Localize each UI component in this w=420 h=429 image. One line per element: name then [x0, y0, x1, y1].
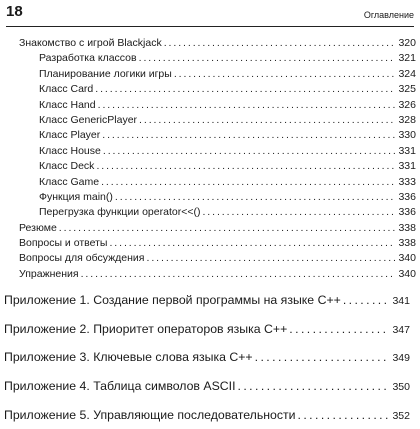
- toc-entry-page: 352: [392, 409, 410, 422]
- dot-leader: [146, 251, 395, 266]
- table-of-contents: [0, 36, 420, 429]
- toc-entry-title: Разработка классов: [39, 52, 137, 65]
- toc-entry-title: Упражнения: [19, 267, 79, 280]
- toc-appendix-entry[interactable]: [0, 315, 420, 344]
- toc-entry-title: Класс Player: [39, 129, 101, 142]
- toc-entry-title: Перегрузка функции operator<<(): [39, 206, 201, 219]
- toc-entry[interactable]: [0, 98, 420, 113]
- toc-entry-title: Приложение 2. Приоритет операторов языка C++: [4, 321, 288, 336]
- toc-entry-title: Приложение 1. Создание первой программы на языке C++: [4, 293, 341, 308]
- toc-entry-page: 320: [398, 37, 416, 49]
- toc-entry-title: Планирование логики игры: [39, 67, 172, 80]
- toc-entry[interactable]: [0, 128, 420, 143]
- toc-entry[interactable]: [0, 113, 420, 128]
- toc-appendix-entry[interactable]: [0, 372, 420, 401]
- toc-entry[interactable]: [0, 51, 420, 66]
- dot-leader: [174, 67, 396, 82]
- toc-appendix-entry[interactable]: [0, 286, 420, 315]
- toc-entry-page: 324: [398, 67, 416, 80]
- page-number: 18: [6, 3, 23, 20]
- toc-entry-title: Класс House: [39, 144, 101, 157]
- dot-leader: [343, 286, 389, 315]
- dot-leader: [102, 128, 395, 143]
- toc-entry[interactable]: [0, 144, 420, 159]
- toc-entry-title: Функция main(): [39, 190, 113, 203]
- toc-entry[interactable]: [0, 267, 420, 282]
- dot-leader: [202, 205, 395, 220]
- dot-leader: [95, 82, 395, 97]
- toc-entry-page: 321: [398, 52, 416, 65]
- dot-leader: [109, 236, 395, 251]
- toc-entry-page: 326: [398, 98, 416, 111]
- page-header: [6, 0, 414, 27]
- toc-entry[interactable]: [0, 205, 420, 220]
- toc-entry-page: 331: [398, 144, 416, 157]
- toc-entry-title: Класс Card: [39, 83, 94, 96]
- dot-leader: [96, 159, 395, 174]
- dot-leader: [238, 372, 390, 401]
- toc-entry-page: 350: [392, 381, 410, 394]
- dot-leader: [139, 113, 395, 128]
- toc-entry-title: Класс Deck: [39, 160, 95, 173]
- toc-entry[interactable]: [0, 236, 420, 251]
- toc-entry-page: 340: [398, 252, 416, 265]
- toc-entry[interactable]: [0, 175, 420, 190]
- toc-entry-title: Класс Game: [39, 175, 100, 188]
- dot-leader: [298, 401, 389, 429]
- toc-entry[interactable]: [0, 159, 420, 174]
- toc-entry-title: Резюме: [19, 221, 57, 234]
- toc-entry-title: Приложение 4. Таблица символов ASCII: [4, 379, 236, 394]
- toc-entry[interactable]: [0, 36, 420, 51]
- running-head: Оглавление: [363, 10, 414, 20]
- dot-leader: [103, 144, 396, 159]
- toc-entry-page: 338: [398, 237, 416, 250]
- dot-leader: [115, 190, 396, 205]
- toc-entry-page: 331: [398, 160, 416, 173]
- toc-entry-title: Приложение 5. Управляющие последовательности: [4, 407, 296, 422]
- toc-entry[interactable]: [0, 67, 420, 82]
- dot-leader: [139, 51, 396, 66]
- toc-entry-page: 333: [398, 175, 416, 188]
- dot-leader: [81, 267, 396, 282]
- toc-entry-page: 325: [398, 83, 416, 96]
- dot-leader: [98, 98, 396, 113]
- toc-entry[interactable]: [0, 221, 420, 236]
- toc-entry-page: 330: [398, 129, 416, 142]
- toc-entry-title: Вопросы для обсуждения: [19, 252, 145, 265]
- dot-leader: [164, 36, 396, 51]
- toc-entry-page: 328: [398, 113, 416, 126]
- dot-leader: [289, 315, 389, 344]
- toc-entry-title: Класс GenericPlayer: [39, 113, 138, 126]
- dot-leader: [101, 175, 395, 190]
- toc-entry-title: Знакомство с игрой Blackjack: [19, 37, 162, 49]
- toc-entry-page: 347: [392, 323, 410, 336]
- toc-entry-title: Вопросы и ответы: [19, 237, 108, 250]
- toc-entry-page: 340: [398, 267, 416, 280]
- toc-entry-title: Приложение 3. Ключевые слова языка C++: [4, 350, 253, 365]
- toc-appendix-entry[interactable]: [0, 343, 420, 372]
- toc-entry[interactable]: [0, 82, 420, 97]
- dot-leader: [59, 221, 396, 236]
- toc-entry[interactable]: [0, 251, 420, 266]
- toc-entry-page: 336: [398, 190, 416, 203]
- toc-entry-page: 338: [398, 221, 416, 234]
- dot-leader: [255, 343, 389, 372]
- toc-entry-page: 349: [392, 352, 410, 365]
- toc-entry-title: Класс Hand: [39, 98, 96, 111]
- toc-entry[interactable]: [0, 190, 420, 205]
- toc-appendix-entry[interactable]: [0, 401, 420, 429]
- toc-entry-page: 341: [392, 295, 410, 308]
- toc-entry-page: 336: [398, 206, 416, 219]
